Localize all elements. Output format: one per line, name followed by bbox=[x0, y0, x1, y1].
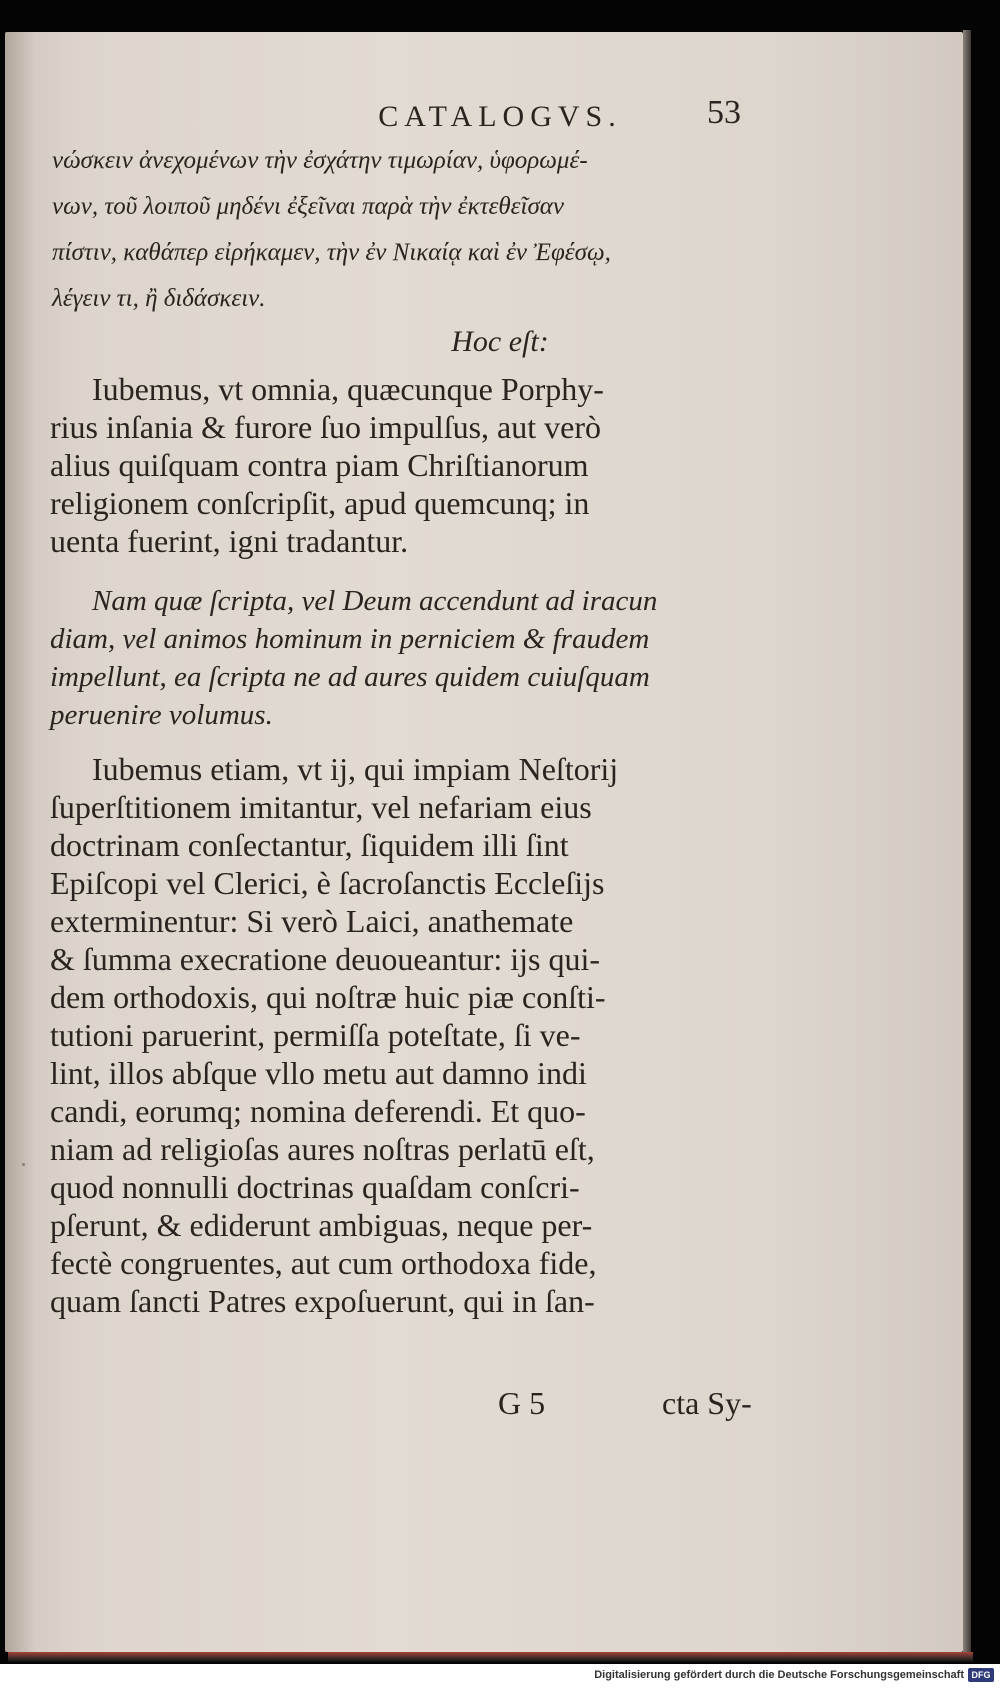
digitization-credit: Digitalisierung gefördert durch die Deutsche Forschungsgemeinschaft bbox=[594, 1669, 964, 1681]
text-line: & ſumma execratione deuoueantur: ijs qui- bbox=[50, 941, 601, 977]
text-line: quam ſancti Patres expoſuerunt, qui in ſan- bbox=[50, 1283, 595, 1319]
greek-line: πίστιν, καθάπερ εἰρήκαμεν, τὴν ἐν Νικαίᾳ καὶ ἐν Ἐφέσῳ, bbox=[52, 239, 611, 266]
running-title: CATALOGVS. bbox=[378, 100, 622, 133]
text-line: impellunt, ea ſcripta ne ad aures quidem cuiuſquam bbox=[50, 661, 650, 693]
greek-line: λέγειν τι, ἢ διδάσκειν. bbox=[52, 285, 266, 312]
gutter-shadow bbox=[5, 32, 35, 1652]
text-line: niam ad religioſas aures noſtras perlatū eſt, bbox=[50, 1131, 595, 1167]
signature-mark: G 5 bbox=[498, 1385, 546, 1421]
text-line: diam, vel animos hominum in perniciem & fraudem bbox=[50, 623, 650, 655]
hoc-est-heading: Hoc eſt: bbox=[451, 325, 549, 358]
text-line: Nam quæ ſcripta, vel Deum accendunt ad iracun bbox=[92, 585, 658, 617]
dfg-logo-icon: DFG bbox=[968, 1668, 994, 1682]
text-line: tutioni paruerint, permiſſa poteſtate, ſi ve- bbox=[50, 1017, 581, 1053]
text-line: fectè congruentes, aut cum orthodoxa fide, bbox=[50, 1245, 597, 1281]
catchword: cta Sy- bbox=[662, 1385, 752, 1421]
paper-speck bbox=[22, 1163, 25, 1166]
text-line: Epiſcopi vel Clerici, è ſacroſanctis Eccleſijs bbox=[50, 865, 605, 901]
text-line: ſuperſtitionem imitantur, vel nefariam eius bbox=[50, 789, 592, 825]
greek-passage bbox=[52, 138, 752, 322]
text-line: quod nonnulli doctrinas quaſdam conſcri- bbox=[50, 1169, 580, 1205]
text-line: uenta fuerint, igni tradantur. bbox=[50, 523, 409, 559]
text-line: religionem conſcripſit, apud quemcunq; in bbox=[50, 485, 590, 521]
greek-line: νώσκειν ἀνεχομένων τὴν ἐσχάτην τιμωρίαν, ὑφορωμέ- bbox=[52, 147, 588, 174]
text-line: peruenire volumus. bbox=[50, 699, 273, 731]
text-line: Iubemus etiam, vt ij, qui impiam Neſtorij bbox=[92, 751, 619, 787]
greek-line: νων, τοῦ λοιποῦ μηδένι ἐξεῖναι παρὰ τὴν ἐκτεθεῖσαν bbox=[52, 193, 565, 220]
paragraph-3 bbox=[50, 750, 770, 1320]
page-edge-right bbox=[963, 30, 971, 1660]
text-line: candi, eorumq; nomina deferendi. Et quo- bbox=[50, 1093, 586, 1129]
text-line: pſerunt, & ediderunt ambiguas, neque per- bbox=[50, 1207, 593, 1243]
text-line: exterminentur: Si verò Laici, anathemate bbox=[50, 903, 574, 939]
paragraph-2-italic bbox=[50, 582, 770, 734]
text-line: rius inſania & furore ſuo impulſus, aut verò bbox=[50, 409, 601, 445]
paragraph-1 bbox=[50, 370, 770, 560]
page-number: 53 bbox=[707, 94, 741, 131]
page-edge-bottom bbox=[8, 1652, 973, 1662]
text-line: Iubemus, vt omnia, quæcunque Porphy- bbox=[92, 371, 604, 407]
text-line: dem orthodoxis, qui noſtræ huic piæ conſti- bbox=[50, 979, 606, 1015]
text-line: lint, illos abſque vllo metu aut damno indi bbox=[50, 1055, 587, 1091]
text-line: alius quiſquam contra piam Chriſtianorum bbox=[50, 447, 589, 483]
text-line: doctrinam conſectantur, ſiquidem illi ſint bbox=[50, 827, 569, 863]
